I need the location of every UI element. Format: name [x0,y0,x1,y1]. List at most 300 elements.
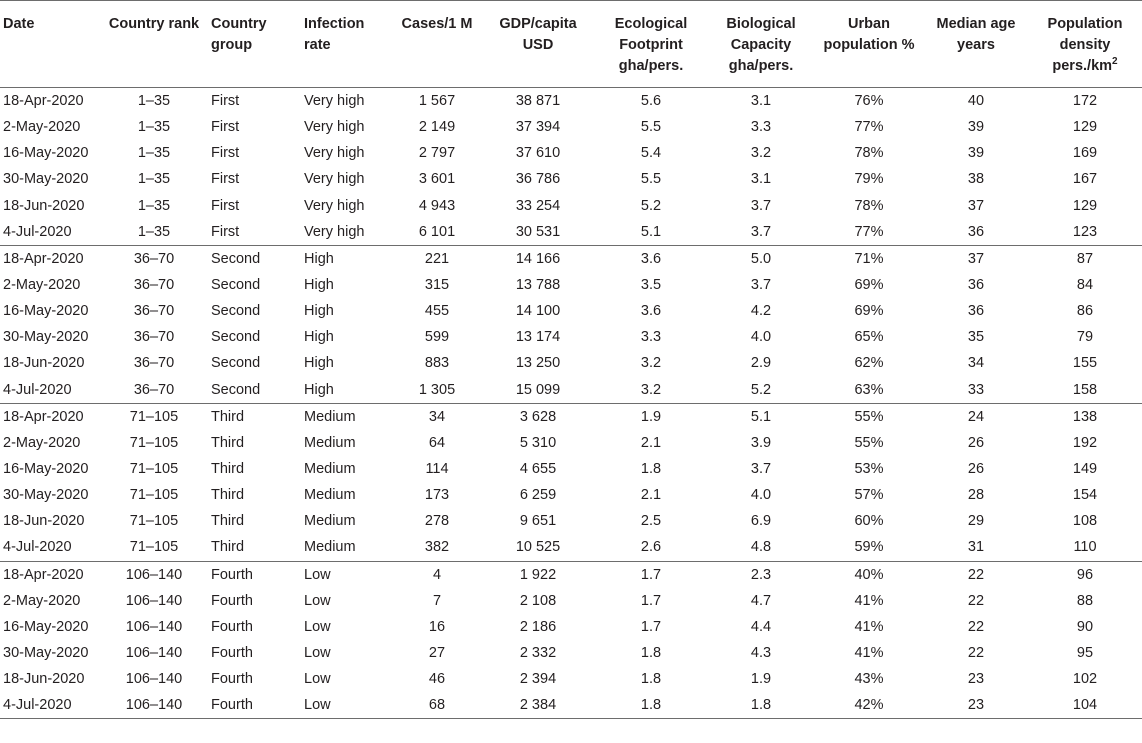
cell-cases-per-million: 382 [424,539,450,556]
cell-country-group: Second [211,355,261,372]
cell-date: 16-May-2020 [3,618,89,635]
cell-cases-per-million: 27 [428,645,446,662]
cell-urban-population: 69% [854,277,884,294]
header-infection-rate-line: Infection [304,16,365,32]
table-row [0,403,1142,430]
cell-population-density: 86 [1076,303,1094,320]
cell-infection-rate: Medium [304,487,356,504]
cell-urban-population: 43% [854,671,884,688]
cell-urban-population: 59% [854,539,884,556]
cell-urban-population: 77% [854,119,884,136]
cell-cases-per-million: 114 [425,461,449,478]
cell-cases-per-million: 46 [428,671,446,688]
cell-country-group: Third [211,513,245,530]
cell-median-age: 29 [967,513,985,530]
header-country-group [207,1,300,88]
header-country-group-line: group [211,37,253,53]
cell-biological-capacity: 3.7 [750,277,772,294]
cell-urban-population: 76% [854,93,884,110]
cell-country-rank: 1–35 [137,171,171,188]
header-date-line: Date [3,16,35,32]
table-body [0,88,1142,719]
cell-median-age: 23 [924,692,1028,719]
cell-median-age: 31 [967,539,985,556]
cell-ecological-footprint: 1.8 [594,692,708,719]
cell-urban-population: 57% [854,487,884,504]
table-row [0,377,1142,404]
cell-country-group: First [211,223,240,240]
cell-country-rank: 106–140 [125,618,183,635]
cell-country-rank: 71–105 [129,539,179,556]
cell-ecological-footprint: 2.5 [640,513,662,530]
cell-median-age: 37 [924,245,1028,272]
cell-country-rank: 1–35 [137,93,171,110]
cell-infection-rate: Very high [304,119,365,136]
cell-country-rank: 1–35 [137,223,171,240]
cell-ecological-footprint: 3.6 [640,303,662,320]
cell-cases-per-million: 599 [424,329,450,346]
header-infection-rate-line: rate [304,37,331,53]
cell-date: 30-May-2020 [3,171,89,188]
cell-population-density: 167 [1072,171,1098,188]
cell-cases-per-million: 3 601 [418,171,456,188]
cell-urban-population: 60% [854,513,884,530]
header-gdp-per-capita-line: GDP/capita [499,16,577,32]
cell-cases-per-million: 2 797 [418,145,456,162]
cell-biological-capacity: 5.1 [708,403,814,430]
header-urban-population [814,1,924,88]
cell-infection-rate: High [304,277,334,294]
cell-median-age: 39 [967,119,985,136]
cell-biological-capacity: 3.1 [750,93,772,110]
cell-date: 18-Apr-2020 [3,93,84,110]
cell-country-group: Fourth [211,592,253,609]
table-row [0,140,1142,166]
cell-gdp-per-capita: 36 786 [515,171,561,188]
cell-gdp-per-capita: 14 100 [515,303,561,320]
cell-biological-capacity: 4.0 [750,329,772,346]
cell-cases-per-million: 4 [392,561,482,588]
cell-country-group: First [211,93,240,110]
cell-ecological-footprint: 2.1 [640,434,662,451]
cell-urban-population: 77% [854,223,884,240]
cell-median-age: 22 [924,561,1028,588]
cell-date: 4-Jul-2020 [0,692,101,719]
cell-urban-population: 41% [854,618,884,635]
cell-gdp-per-capita: 1 922 [482,561,594,588]
cell-cases-per-million: 455 [424,303,450,320]
cell-gdp-per-capita: 2 394 [519,671,557,688]
cell-ecological-footprint: 2.6 [640,539,662,556]
cell-infection-rate: Low [304,618,331,635]
cell-median-age: 37 [967,197,985,214]
header-population-density-line: Population [1047,16,1123,32]
header-urban-population-line: Urban [848,16,890,32]
cell-gdp-per-capita: 6 259 [519,487,557,504]
table-row [0,430,1142,456]
cell-country-group: Third [211,461,245,478]
cell-infection-rate: Very high [304,223,365,240]
cell-biological-capacity: 1.9 [750,671,772,688]
cell-biological-capacity: 4.4 [750,618,772,635]
cell-population-density: 84 [1076,277,1094,294]
header-cases-per-million [392,1,482,88]
cell-infection-rate: Low [304,645,331,662]
cell-date: 18-Jun-2020 [3,355,85,372]
cell-median-age: 35 [967,329,985,346]
cell-gdp-per-capita: 37 610 [515,145,561,162]
header-biological-capacity-line: gha/pers. [728,58,794,74]
cell-biological-capacity: 4.7 [750,592,772,609]
header-gdp-per-capita-line: USD [522,37,554,53]
cell-infection-rate: Low [304,671,331,688]
table-row [0,482,1142,508]
table-row [0,193,1142,219]
cell-country-rank: 36–70 [133,329,175,346]
cell-biological-capacity: 1.8 [708,692,814,719]
cell-country-rank: 1–35 [137,145,171,162]
cell-cases-per-million: 173 [424,487,450,504]
cell-country-group: Second [211,329,261,346]
cell-population-density: 154 [1072,487,1098,504]
cell-date: 2-May-2020 [3,592,81,609]
cell-population-density: 95 [1076,645,1094,662]
cell-median-age: 26 [967,461,985,478]
cell-infection-rate: High [304,303,334,320]
table-row [0,88,1142,115]
cell-biological-capacity: 3.1 [750,171,772,188]
table-row [0,219,1142,246]
cell-urban-population: 55% [854,434,884,451]
cell-country-rank: 36–70 [101,245,207,272]
header-population-density [1028,1,1142,88]
cell-country-group: Third [211,539,245,556]
cell-country-rank: 36–70 [133,277,175,294]
cell-median-age: 22 [967,618,985,635]
cell-ecological-footprint: 5.2 [640,197,662,214]
header-population-density-line: density [1059,37,1111,53]
cell-gdp-per-capita: 15 099 [515,381,561,398]
cell-population-density: 172 [1072,93,1098,110]
cell-country-group: Fourth [207,561,300,588]
cell-ecological-footprint: 5.5 [640,171,662,188]
cell-gdp-per-capita: 38 871 [515,93,561,110]
cell-cases-per-million: 7 [432,592,442,609]
cell-infection-rate: Medium [304,539,356,556]
cell-urban-population: 78% [854,145,884,162]
cell-gdp-per-capita: 14 166 [482,245,594,272]
cell-median-age: 28 [967,487,985,504]
cell-median-age: 33 [967,381,985,398]
cell-urban-population: 63% [854,381,884,398]
cell-infection-rate: Low [304,592,331,609]
cell-urban-population: 71% [814,245,924,272]
cell-cases-per-million: 68 [392,692,482,719]
cell-date: 4-Jul-2020 [3,539,72,556]
header-infection-rate [300,1,392,88]
cell-gdp-per-capita: 37 394 [515,119,561,136]
cell-country-rank: 71–105 [129,434,179,451]
cell-country-group: Fourth [207,692,300,719]
header-median-age-line: Median age [936,16,1016,32]
cell-country-rank: 71–105 [129,513,179,530]
cell-urban-population: 41% [854,592,884,609]
cell-urban-population: 78% [854,197,884,214]
cell-gdp-per-capita: 13 174 [515,329,561,346]
cell-population-density: 129 [1072,197,1098,214]
cell-country-rank: 36–70 [133,355,175,372]
cell-country-rank: 71–105 [129,461,179,478]
cell-population-density: 192 [1072,434,1098,451]
cell-gdp-per-capita: 33 254 [515,197,561,214]
cell-median-age: 26 [967,434,985,451]
cell-gdp-per-capita: 13 250 [515,355,561,372]
cell-population-density: 149 [1072,461,1098,478]
cell-biological-capacity: 6.9 [750,513,772,530]
cell-country-group: Fourth [211,671,253,688]
cell-cases-per-million: 34 [392,403,482,430]
cell-date: 30-May-2020 [3,645,89,662]
cell-gdp-per-capita: 2 332 [519,645,557,662]
header-date [0,1,101,88]
cell-population-density: 79 [1076,329,1094,346]
cell-date: 18-Apr-2020 [0,403,101,430]
cell-country-rank: 106–140 [125,645,183,662]
cell-population-density: 90 [1076,618,1094,635]
cell-country-group: First [211,197,240,214]
header-median-age-line: years [957,37,995,53]
table-row [0,614,1142,640]
cell-ecological-footprint: 5.6 [640,93,662,110]
header-median-age [924,1,1028,88]
cell-median-age: 36 [967,277,985,294]
cell-cases-per-million: 1 567 [418,93,456,110]
cell-infection-rate: Very high [304,145,365,162]
cell-infection-rate: Very high [304,93,365,110]
cell-date: 30-May-2020 [3,487,89,504]
header-country-group-line: Country [211,16,267,32]
cell-country-rank: 36–70 [133,303,175,320]
cell-country-rank: 106–140 [101,692,207,719]
cell-urban-population: 42% [814,692,924,719]
cell-country-rank: 106–140 [101,561,207,588]
cell-cases-per-million: 1 305 [418,381,456,398]
cell-date: 4-Jul-2020 [3,381,72,398]
cell-gdp-per-capita: 3 628 [482,403,594,430]
cell-urban-population: 69% [854,303,884,320]
cell-date: 18-Apr-2020 [0,561,101,588]
cell-cases-per-million: 2 149 [418,119,456,136]
cell-country-group: Second [211,303,261,320]
cell-cases-per-million: 64 [428,434,446,451]
cell-gdp-per-capita: 2 108 [519,592,557,609]
table-row [0,534,1142,561]
cell-gdp-per-capita: 5 310 [519,434,557,451]
cell-country-rank: 1–35 [137,119,171,136]
cell-population-density: 104 [1028,692,1142,719]
cell-urban-population: 79% [854,171,884,188]
cell-median-age: 24 [924,403,1028,430]
cell-country-group: Second [211,277,261,294]
header-unit-superscript: 2 [1112,56,1118,68]
cell-population-density: 155 [1072,355,1098,372]
cell-gdp-per-capita: 4 655 [519,461,557,478]
cell-biological-capacity: 5.0 [708,245,814,272]
cell-date: 18-Jun-2020 [3,671,85,688]
cell-ecological-footprint: 1.8 [640,671,662,688]
header-gdp-per-capita [482,1,594,88]
header-country-rank-line: Country rank [108,16,200,32]
cell-cases-per-million: 6 101 [418,223,456,240]
table-row [0,245,1142,272]
cell-date: 18-Jun-2020 [3,513,85,530]
cell-gdp-per-capita: 2 384 [482,692,594,719]
cell-population-density: 108 [1072,513,1098,530]
cell-date: 16-May-2020 [3,461,89,478]
cell-population-density: 158 [1072,381,1098,398]
cell-ecological-footprint: 3.6 [594,245,708,272]
header-ecological-footprint-line: Ecological [614,16,688,32]
cell-infection-rate: Low [300,561,392,588]
cell-gdp-per-capita: 30 531 [515,223,561,240]
cell-gdp-per-capita: 2 186 [519,618,557,635]
cell-population-density: 88 [1076,592,1094,609]
cell-ecological-footprint: 3.3 [640,329,662,346]
cell-gdp-per-capita: 9 651 [519,513,557,530]
table-row [0,640,1142,666]
cell-date: 2-May-2020 [3,434,81,451]
cell-country-rank: 36–70 [133,381,175,398]
cell-population-density: 138 [1028,403,1142,430]
cell-ecological-footprint: 2.1 [640,487,662,504]
cell-population-density: 87 [1028,245,1142,272]
cell-biological-capacity: 4.8 [750,539,772,556]
header-country-rank [101,1,207,88]
cell-median-age: 22 [967,645,985,662]
cell-population-density: 129 [1072,119,1098,136]
cell-median-age: 36 [967,303,985,320]
cell-biological-capacity: 4.3 [750,645,772,662]
header-population-density-line [1032,56,1138,77]
cell-ecological-footprint: 3.5 [640,277,662,294]
cell-urban-population: 65% [854,329,884,346]
cell-biological-capacity: 2.3 [708,561,814,588]
cell-ecological-footprint: 1.8 [640,461,662,478]
cell-country-rank: 106–140 [125,592,183,609]
cell-date: 18-Apr-2020 [0,245,101,272]
cell-urban-population: 41% [854,645,884,662]
cell-infection-rate: Very high [304,197,365,214]
cell-gdp-per-capita: 10 525 [515,539,561,556]
cell-population-density: 169 [1072,145,1098,162]
cell-infection-rate: Very high [304,171,365,188]
cell-country-group: Third [211,434,245,451]
table-row [0,666,1142,692]
cell-median-age: 34 [967,355,985,372]
table-row [0,114,1142,140]
cell-biological-capacity: 2.9 [750,355,772,372]
table-row [0,166,1142,192]
table-row [0,272,1142,298]
cell-country-group: Third [207,403,300,430]
cell-infection-rate: Medium [300,403,392,430]
cell-cases-per-million: 221 [392,245,482,272]
cell-ecological-footprint: 1.9 [594,403,708,430]
cell-ecological-footprint: 5.5 [640,119,662,136]
cell-country-group: Fourth [211,618,253,635]
cell-country-group: First [211,119,240,136]
cell-median-age: 40 [967,93,985,110]
cell-country-group: Second [211,381,261,398]
cell-biological-capacity: 4.0 [750,487,772,504]
cell-biological-capacity: 4.2 [750,303,772,320]
cell-biological-capacity: 3.3 [750,119,772,136]
cell-gdp-per-capita: 13 788 [515,277,561,294]
cell-date: 4-Jul-2020 [3,223,72,240]
header-biological-capacity [708,1,814,88]
table-row [0,456,1142,482]
header-unit-text: pers./km [1052,58,1113,74]
cell-infection-rate: High [304,329,334,346]
cell-cases-per-million: 315 [424,277,450,294]
cell-ecological-footprint: 1.7 [594,561,708,588]
header-row [0,1,1142,88]
cell-country-rank: 71–105 [101,403,207,430]
cell-date: 2-May-2020 [3,277,81,294]
cell-country-group: First [211,171,240,188]
cell-country-group: First [211,145,240,162]
header-urban-population-line: population % [823,37,915,53]
cell-population-density: 110 [1073,539,1097,556]
cell-infection-rate: Medium [304,513,356,530]
cell-date: 16-May-2020 [3,145,89,162]
cell-population-density: 102 [1072,671,1098,688]
cell-infection-rate: Medium [304,461,356,478]
cell-date: 18-Jun-2020 [3,197,85,214]
cell-cases-per-million: 278 [424,513,450,530]
cell-date: 16-May-2020 [3,303,89,320]
cell-ecological-footprint: 1.8 [640,645,662,662]
table-header [0,1,1142,88]
cell-urban-population: 40% [814,561,924,588]
cell-urban-population: 62% [854,355,884,372]
cell-biological-capacity: 3.2 [750,145,772,162]
cell-country-group: Third [211,487,245,504]
cell-country-group: Fourth [211,645,253,662]
cell-country-group: Second [207,245,300,272]
cell-cases-per-million: 16 [428,618,446,635]
header-cases-per-million-line: Cases/1 M [401,16,473,32]
cell-ecological-footprint: 5.1 [640,223,662,240]
cell-biological-capacity: 3.7 [750,197,772,214]
cell-median-age: 23 [967,671,985,688]
cell-ecological-footprint: 1.7 [640,592,662,609]
cell-ecological-footprint: 5.4 [640,145,662,162]
cell-biological-capacity: 3.9 [750,434,772,451]
table-row [0,350,1142,376]
table-row [0,298,1142,324]
header-ecological-footprint-line: Footprint [619,37,683,53]
table-row [0,324,1142,350]
cell-country-rank: 1–35 [137,197,171,214]
cell-country-rank: 71–105 [129,487,179,504]
header-ecological-footprint [594,1,708,88]
cell-infection-rate: High [304,381,334,398]
cell-ecological-footprint: 3.2 [640,355,662,372]
cell-population-density: 96 [1028,561,1142,588]
cell-biological-capacity: 3.7 [750,461,772,478]
cell-date: 2-May-2020 [3,119,81,136]
